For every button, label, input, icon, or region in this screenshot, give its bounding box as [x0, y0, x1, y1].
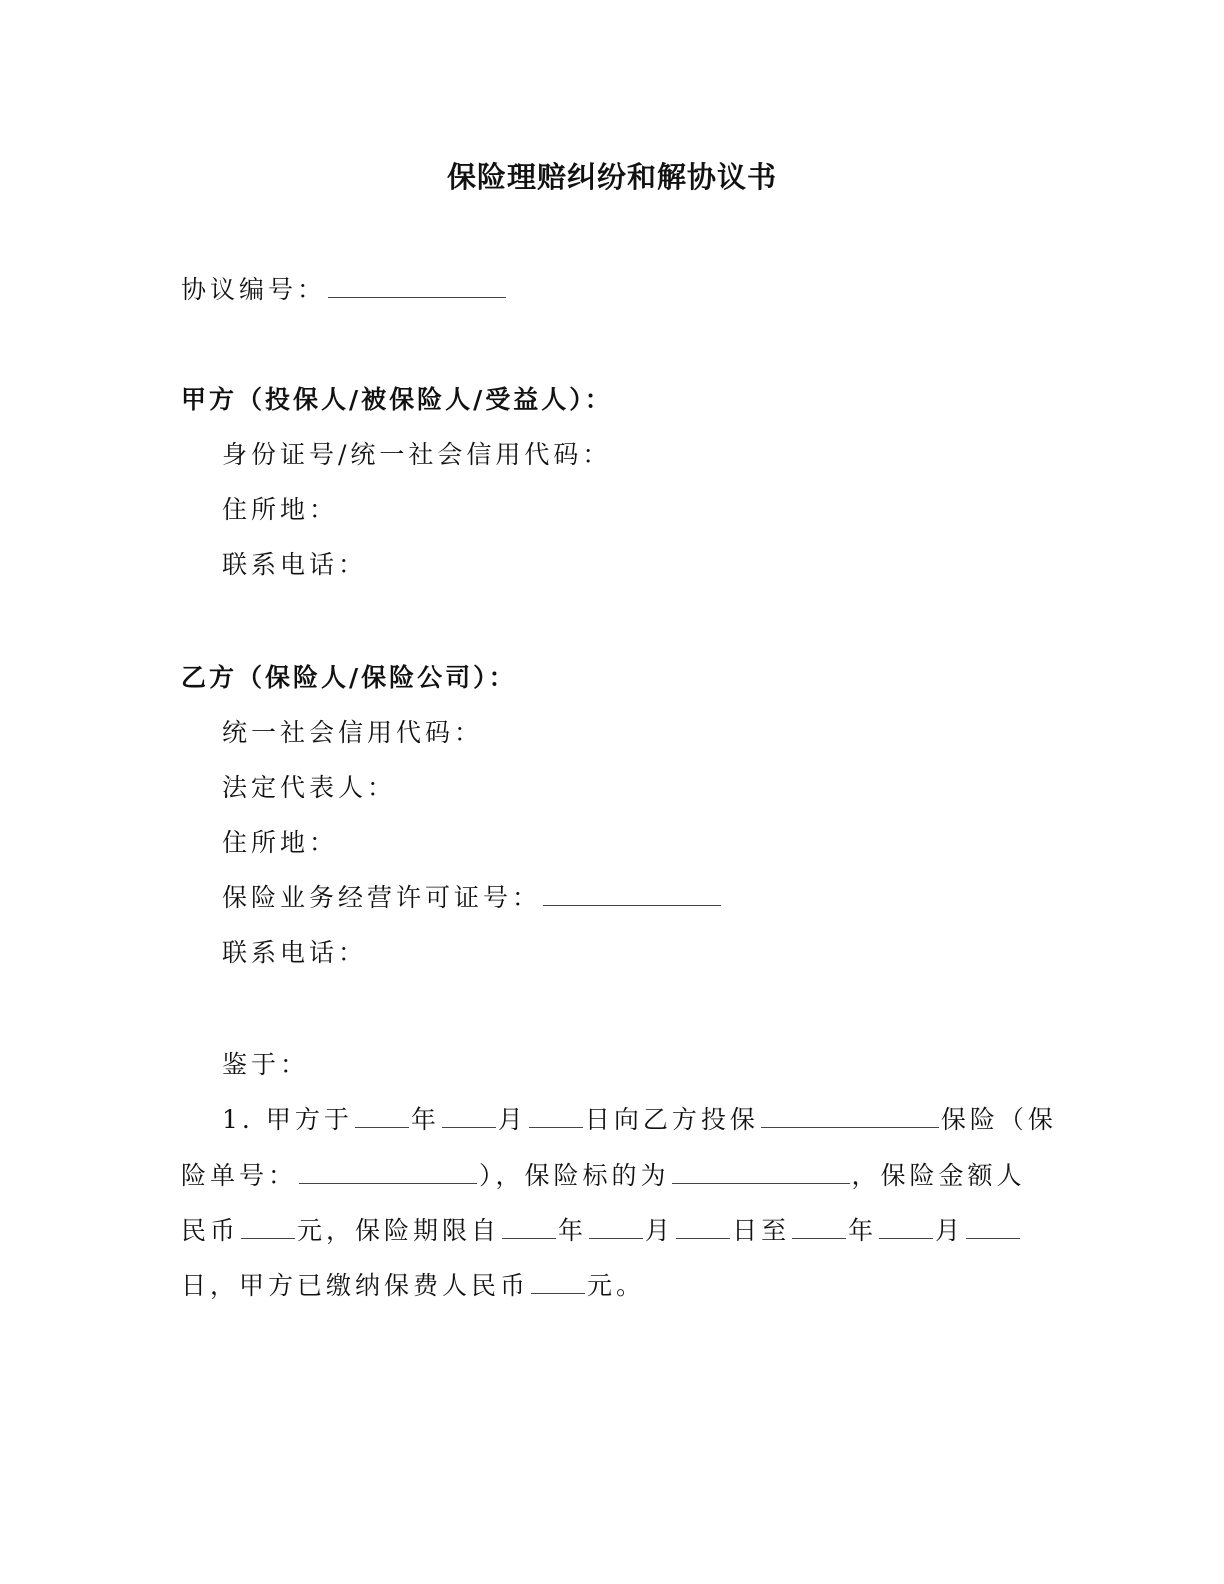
clause-1-line-3 [181, 1216, 1022, 1246]
insurance-type-blank[interactable] [761, 1105, 939, 1128]
clause-text: ），保险标的为 [479, 1161, 670, 1190]
clause-text: 民币 [181, 1216, 240, 1245]
clause-text: 年 [410, 1105, 440, 1134]
start-month-blank[interactable] [442, 1105, 496, 1128]
party-b-license-row [222, 883, 723, 913]
party-a-address-field: 住所地： [222, 495, 339, 524]
clause-text: 甲方于 [265, 1105, 353, 1134]
agreement-number-label: 协议编号： [181, 275, 327, 304]
party-a-phone-field: 联系电话： [222, 550, 368, 579]
insured-amount-blank[interactable] [241, 1216, 295, 1239]
party-b-legal-rep-field: 法定代表人： [222, 773, 397, 802]
party-b-license-blank[interactable] [543, 883, 721, 906]
agreement-number-blank[interactable] [328, 275, 506, 298]
party-b-credit-code-field: 统一社会信用代码： [222, 718, 484, 747]
policy-number-blank[interactable] [299, 1161, 477, 1184]
start-year-blank[interactable] [355, 1105, 409, 1128]
clause-number: 1. [222, 1105, 254, 1134]
party-b-address-field: 住所地： [222, 828, 339, 857]
clause-text: 险单号： [181, 1161, 298, 1190]
period-end-month-blank[interactable] [879, 1216, 933, 1239]
document-title: 保险理赔纠纷和解协议书 [446, 160, 777, 194]
clause-text: 保险（保 [940, 1105, 1057, 1134]
clause-text: 日，甲方已缴纳保费人民币 [181, 1271, 530, 1300]
premium-amount-blank[interactable] [531, 1271, 585, 1294]
party-b-heading: 乙方（保险人/保险公司）： [181, 663, 517, 692]
clause-text: 年 [558, 1216, 588, 1245]
clause-1-line-4 [181, 1271, 645, 1301]
clause-1-line-1 [222, 1105, 1057, 1135]
clause-text: 年 [848, 1216, 878, 1245]
clause-1-line-2 [181, 1161, 1026, 1191]
clause-text: ，保险金额人 [851, 1161, 1026, 1190]
party-a-heading: 甲方（投保人/被保险人/受益人）： [181, 385, 613, 414]
period-end-day-blank[interactable] [966, 1216, 1020, 1239]
start-day-blank[interactable] [529, 1105, 583, 1128]
insured-subject-blank[interactable] [672, 1161, 850, 1184]
period-end-year-blank[interactable] [792, 1216, 846, 1239]
clause-text: 元，保险期限自 [297, 1216, 501, 1245]
period-start-month-blank[interactable] [589, 1216, 643, 1239]
clause-text: 月 [497, 1105, 527, 1134]
period-start-year-blank[interactable] [502, 1216, 556, 1239]
clause-text: 日向乙方投保 [584, 1105, 759, 1134]
clause-text: 月 [935, 1216, 965, 1245]
party-b-phone-field: 联系电话： [222, 938, 368, 967]
clause-text: 日至 [732, 1216, 791, 1245]
agreement-number-row [181, 275, 508, 305]
period-start-day-blank[interactable] [676, 1216, 730, 1239]
clause-text: 月 [645, 1216, 675, 1245]
party-a-id-field: 身份证号/统一社会信用代码： [222, 440, 612, 469]
recitals-heading: 鉴于： [222, 1050, 310, 1079]
party-b-license-label: 保险业务经营许可证号： [222, 883, 542, 912]
clause-text: 元。 [587, 1271, 646, 1300]
